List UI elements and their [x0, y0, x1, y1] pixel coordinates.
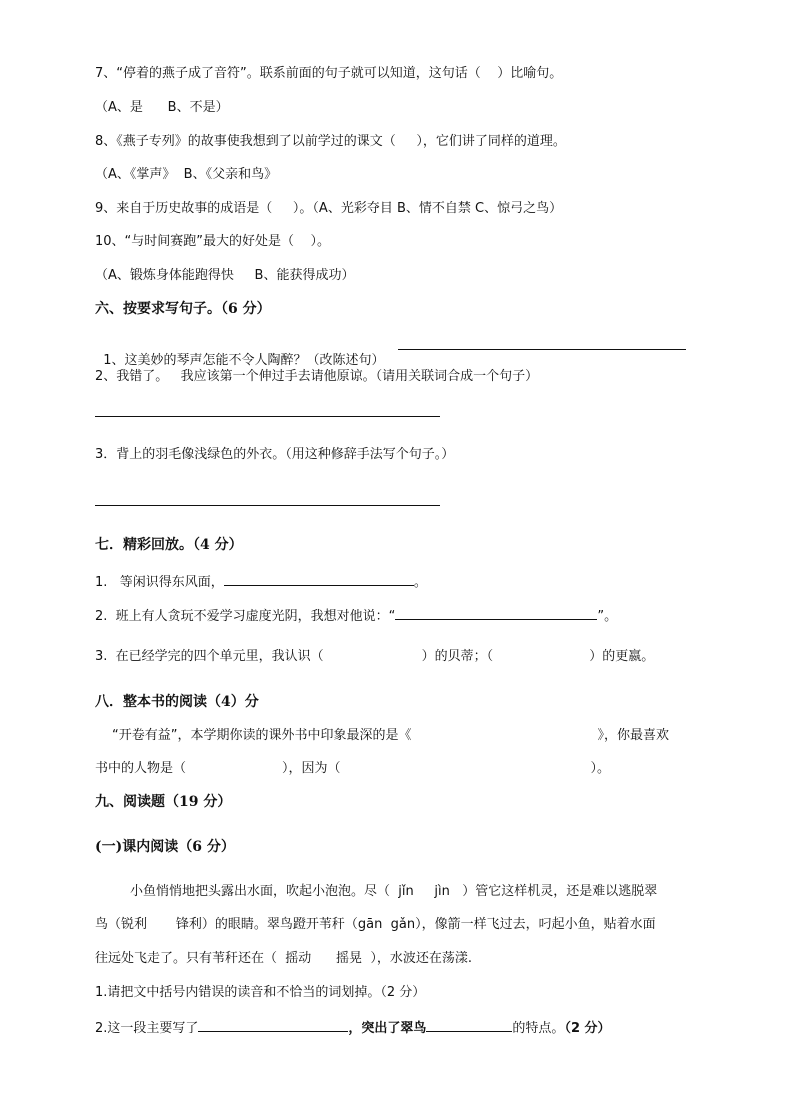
- passage-line-3: 往远处飞走了。只有苇秆还在（ 摇动 摇晃 ），水波还在荡漾.: [95, 951, 472, 966]
- answer-line-6-3[interactable]: [95, 505, 440, 506]
- section-8-line-1: [112, 727, 669, 745]
- section-8-title: 八．整本书的阅读（4）分: [95, 694, 259, 710]
- question-10: 10、“与时间赛跑”最大的好处是（ ）。: [95, 234, 331, 249]
- section-6-item-2: 2、我错了。 我应该第一个伸过手去请他原谅。（请用关联词合成一个句子）: [95, 369, 539, 384]
- passage-line-1: 小鱼悄悄地把头露出水面，吹起小泡泡。尽（ jǐn jìn ）管它这样机灵，还是难以逃脱翠: [130, 884, 658, 899]
- passage-line-2: 鸟（锐利 锋利）的眼睛。翠鸟蹬开苇秆（gān gǎn），像箭一样飞过去，叼起小鱼，贴着水面: [95, 917, 656, 932]
- answer-blank-r2-content[interactable]: [198, 1017, 348, 1032]
- question-7: 7、“停着的燕子成了音符”。联系前面的句子就可以知道，这句话（ ）比喻句。: [95, 66, 563, 81]
- section-9-subtitle: (一)课内阅读（6 分）: [95, 839, 235, 855]
- section-7-item-3-prefix: 3. 在已经学完的四个单元里，我认识（: [95, 649, 324, 664]
- section-7-item-2: [95, 605, 617, 626]
- question-8: 8、《燕子专列》的故事使我想到了以前学过的课文（ ），它们讲了同样的道理。: [95, 134, 566, 149]
- reading-question-2-prefix: 2.这一段主要写了: [95, 1021, 199, 1036]
- section-7-title: 七．精彩回放。（4 分）: [95, 537, 243, 553]
- answer-line-6-2[interactable]: [95, 416, 440, 417]
- answer-blank-7-2[interactable]: [395, 605, 597, 620]
- section-9-title: 九、阅读题（19 分）: [95, 794, 232, 810]
- reading-question-2: [95, 1017, 611, 1038]
- section-6-item-1-text: 1、这美妙的琴声怎能不令人陶醉？（改陈述句）: [103, 353, 385, 368]
- section-8-line-1-prefix: “开卷有益”，本学期你读的课外书中印象最深的是《: [112, 728, 412, 743]
- answer-blank-7-1[interactable]: [224, 571, 414, 586]
- section-8-line-2: [95, 760, 610, 778]
- section-7-item-1: [95, 571, 427, 592]
- reading-question-2-suffix: 的特点。: [512, 1021, 565, 1036]
- section-7-item-2-prefix: 2. 班上有人贪玩不爱学习虚度光阴，我想对他说：“: [95, 609, 396, 624]
- section-7-item-2-suffix: ”。: [597, 609, 618, 624]
- reading-question-2-score: （2 分）: [564, 1021, 611, 1036]
- section-8-line-2-suffix: ）。: [590, 761, 611, 776]
- section-7-item-1-prefix: 1. 等闲识得东风面，: [95, 575, 224, 590]
- reading-question-2-mid: ，突出了翠鸟: [348, 1021, 427, 1036]
- section-8-line-2-mid: ），因为（: [282, 761, 341, 776]
- section-8-line-1-suffix: 》，你最喜欢: [597, 728, 669, 743]
- question-10-options: （A、锻炼身体能跑得快 B、能获得成功）: [95, 268, 355, 283]
- section-8-line-2-prefix: 书中的人物是（: [95, 761, 187, 776]
- question-7-options: （A、是 B、不是）: [95, 100, 229, 115]
- answer-blank-r2-feature[interactable]: [426, 1017, 512, 1032]
- section-7-item-3-suffix: ）的更嬴。: [589, 649, 655, 664]
- section-7-item-1-suffix: 。: [413, 575, 427, 590]
- section-6-item-1: [95, 334, 385, 370]
- section-6-title: 六、按要求写句子。（6 分）: [95, 301, 271, 317]
- section-7-item-3: [95, 648, 654, 666]
- section-6-item-3: 3．背上的羽毛像浅绿色的外衣。（用这种修辞手法写个句子。）: [95, 447, 455, 462]
- section-7-item-3-mid: ）的贝蒂；（: [421, 649, 494, 664]
- question-9: 9、来自于历史故事的成语是（ ）。（A、光彩夺目 B、情不自禁 C、惊弓之鸟）: [95, 201, 563, 216]
- reading-question-1: 1.请把文中括号内错误的读音和不恰当的词划掉。（2 分）: [95, 985, 426, 1000]
- answer-line-6-1[interactable]: [398, 349, 686, 350]
- question-8-options: （A、《掌声》 B、《父亲和鸟》: [95, 167, 278, 182]
